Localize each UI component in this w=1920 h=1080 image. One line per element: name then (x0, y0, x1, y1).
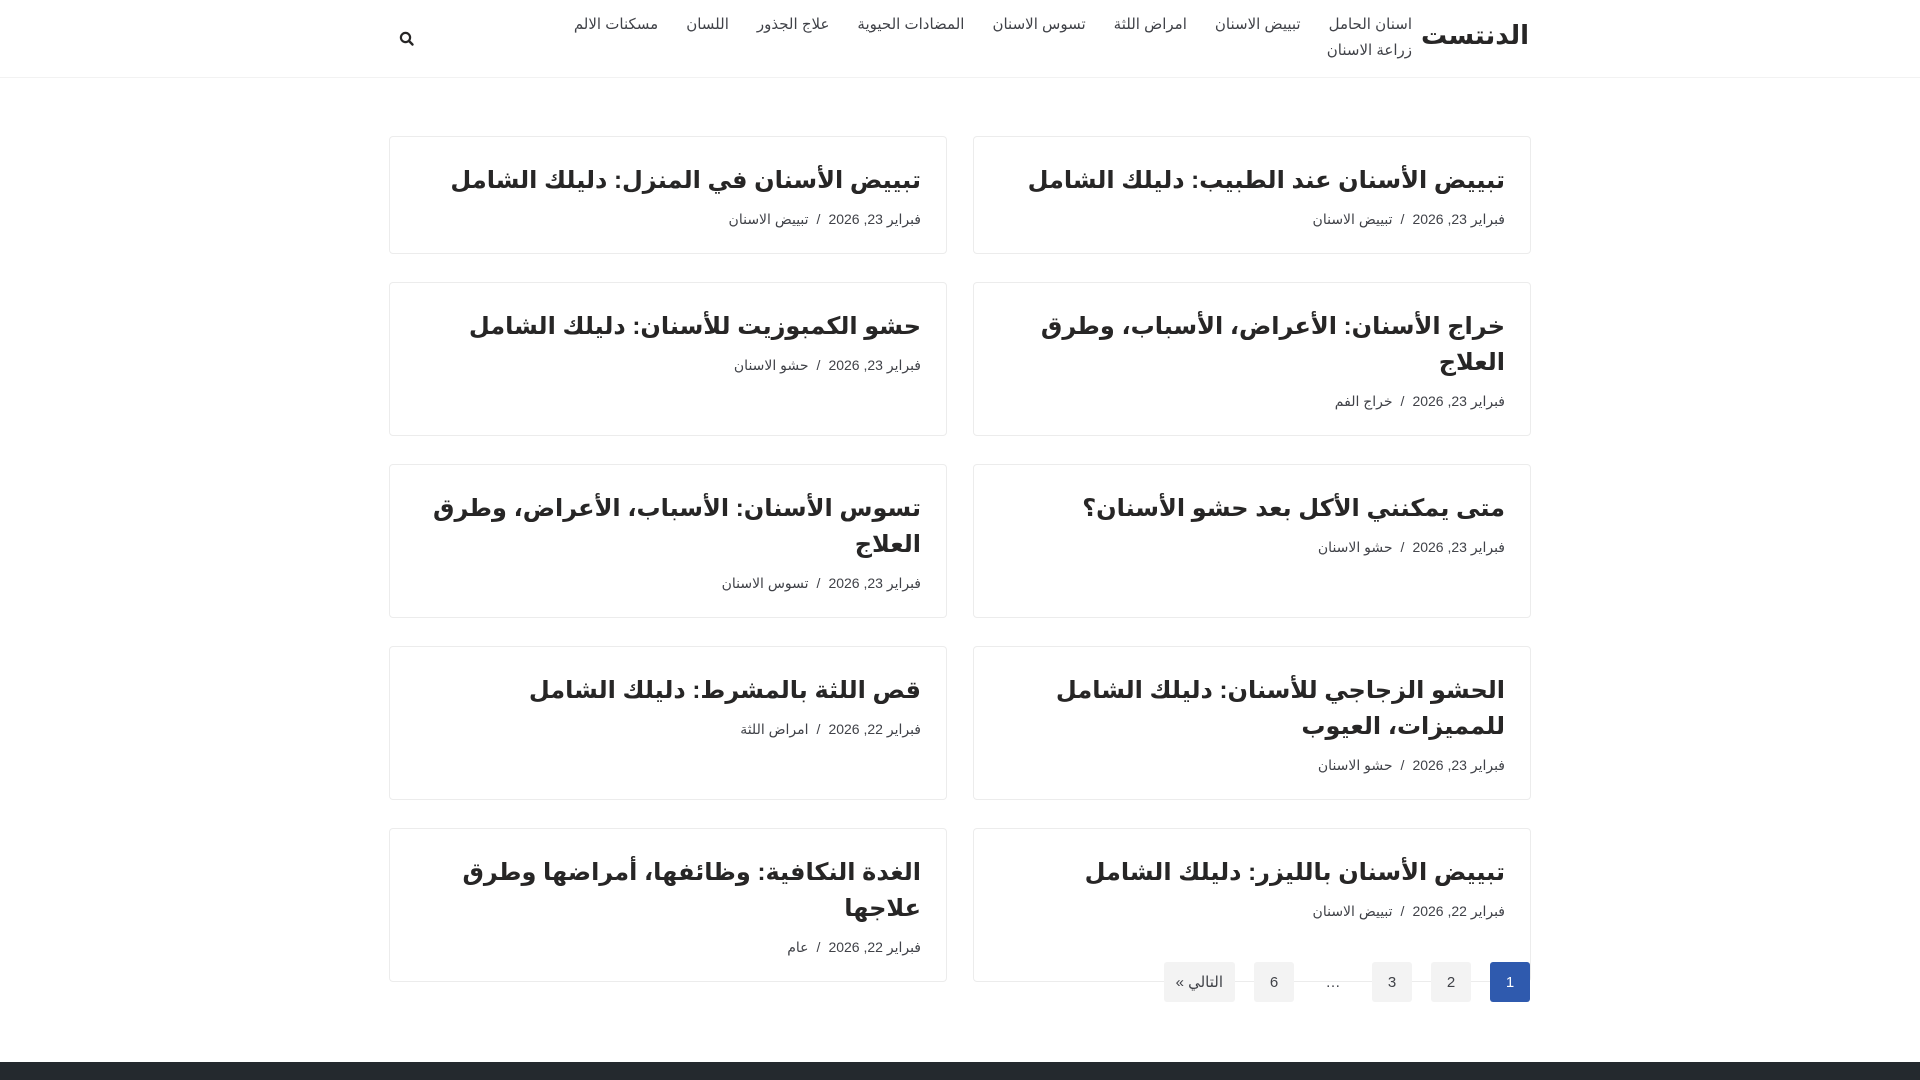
post-date: فبراير 23, 2026 (828, 211, 921, 227)
meta-separator: / (1400, 211, 1405, 227)
post-date: فبراير 23, 2026 (1412, 393, 1505, 409)
page-link-last[interactable]: 6 (1254, 962, 1294, 1002)
site-footer (0, 1062, 1920, 1080)
pagination (1145, 962, 1530, 1002)
post-date: فبراير 22, 2026 (828, 939, 921, 955)
post-category[interactable]: تبييض الاسنان (1312, 211, 1393, 227)
post-card (389, 646, 947, 800)
nav-item-teeth-whitening[interactable]: تبييض الاسنان (1214, 16, 1301, 33)
post-title[interactable]: تبييض الأسنان في المنزل: دليلك الشامل (450, 167, 921, 194)
post-category[interactable]: تسوس الاسنان (721, 575, 809, 591)
meta-separator: / (1400, 757, 1405, 773)
meta-separator: / (816, 721, 821, 737)
meta-separator: / (816, 939, 821, 955)
meta-separator: / (1400, 539, 1405, 555)
nav-item-dental-implants[interactable]: زراعة الاسنان (1326, 42, 1412, 59)
post-card (973, 282, 1531, 436)
nav-item-tooth-decay[interactable]: تسوس الاسنان (992, 16, 1086, 33)
posts-grid (389, 136, 1531, 1010)
post-meta (999, 391, 1505, 411)
post-title[interactable]: الحشو الزجاجي للأسنان: دليلك الشامل للمميزات، العيوب (1055, 677, 1505, 740)
post-meta (415, 209, 921, 229)
post-category[interactable]: تبييض الاسنان (1312, 903, 1393, 919)
post-category[interactable]: عام (787, 939, 809, 955)
main-nav (472, 12, 1412, 64)
post-card (389, 282, 947, 436)
search-icon[interactable] (398, 30, 416, 48)
post-meta (415, 355, 921, 375)
post-date: فبراير 22, 2026 (828, 721, 921, 737)
post-card (973, 828, 1531, 982)
post-card (389, 828, 947, 982)
post-category[interactable]: خراج الفم (1334, 393, 1393, 409)
post-category[interactable]: تبييض الاسنان (728, 211, 809, 227)
post-category[interactable]: امراض اللثة (740, 721, 809, 737)
nav-item-antibiotics[interactable]: المضادات الحيوية (857, 16, 965, 33)
post-meta (999, 901, 1505, 921)
post-title[interactable]: الغدة النكافية: وظائفها، أمراضها وطرق علاجها (462, 859, 921, 922)
post-meta (999, 209, 1505, 229)
post-meta (999, 755, 1505, 775)
post-card (389, 464, 947, 618)
post-title[interactable]: تبييض الأسنان عند الطبيب: دليلك الشامل (1027, 167, 1505, 194)
meta-separator: / (816, 357, 821, 373)
post-title[interactable]: متى يمكنني الأكل بعد حشو الأسنان؟ (1082, 495, 1505, 522)
post-title[interactable]: قص اللثة بالمشرط: دليلك الشامل (528, 677, 921, 704)
nav-item-pregnancy-teeth[interactable]: اسنان الحامل (1328, 16, 1412, 33)
post-date: فبراير 23, 2026 (828, 575, 921, 591)
post-card (973, 464, 1531, 618)
page-link-3[interactable]: 3 (1372, 962, 1412, 1002)
post-title[interactable]: خراج الأسنان: الأعراض، الأسباب، وطرق العلاج (1040, 313, 1505, 376)
meta-separator: / (1400, 903, 1405, 919)
post-meta (999, 537, 1505, 557)
page-dots: … (1325, 973, 1341, 991)
post-meta (415, 719, 921, 739)
meta-separator: / (816, 211, 821, 227)
post-date: فبراير 23, 2026 (1412, 539, 1505, 555)
post-category[interactable]: حشو الاسنان (1317, 539, 1393, 555)
post-title[interactable]: تبييض الأسنان بالليزر: دليلك الشامل (1084, 859, 1505, 886)
page-link-2[interactable]: 2 (1431, 962, 1471, 1002)
post-card (973, 136, 1531, 254)
post-date: فبراير 22, 2026 (1412, 903, 1505, 919)
page-current[interactable]: 1 (1490, 962, 1530, 1002)
post-date: فبراير 23, 2026 (1412, 211, 1505, 227)
next-page-button[interactable]: التالي » (1164, 962, 1235, 1002)
nav-item-gum-diseases[interactable]: امراض اللثة (1113, 16, 1187, 33)
post-title[interactable]: حشو الكمبوزيت للأسنان: دليلك الشامل (468, 313, 921, 340)
nav-item-tongue[interactable]: اللسان (686, 16, 729, 33)
post-date: فبراير 23, 2026 (1412, 757, 1505, 773)
site-title[interactable]: الدنتست (1420, 20, 1529, 50)
nav-item-painkillers[interactable]: مسكنات الالم (573, 16, 659, 33)
post-date: فبراير 23, 2026 (828, 357, 921, 373)
post-card (973, 646, 1531, 800)
post-meta (415, 573, 921, 593)
meta-separator: / (816, 575, 821, 591)
post-meta (415, 937, 921, 957)
post-card (389, 136, 947, 254)
nav-item-root-canal[interactable]: علاج الجذور (756, 16, 830, 33)
meta-separator: / (1400, 393, 1405, 409)
post-title[interactable]: تسوس الأسنان: الأسباب، الأعراض، وطرق العلاج (433, 495, 921, 558)
post-category[interactable]: حشو الاسنان (733, 357, 809, 373)
site-header (0, 0, 1920, 78)
post-category[interactable]: حشو الاسنان (1317, 757, 1393, 773)
